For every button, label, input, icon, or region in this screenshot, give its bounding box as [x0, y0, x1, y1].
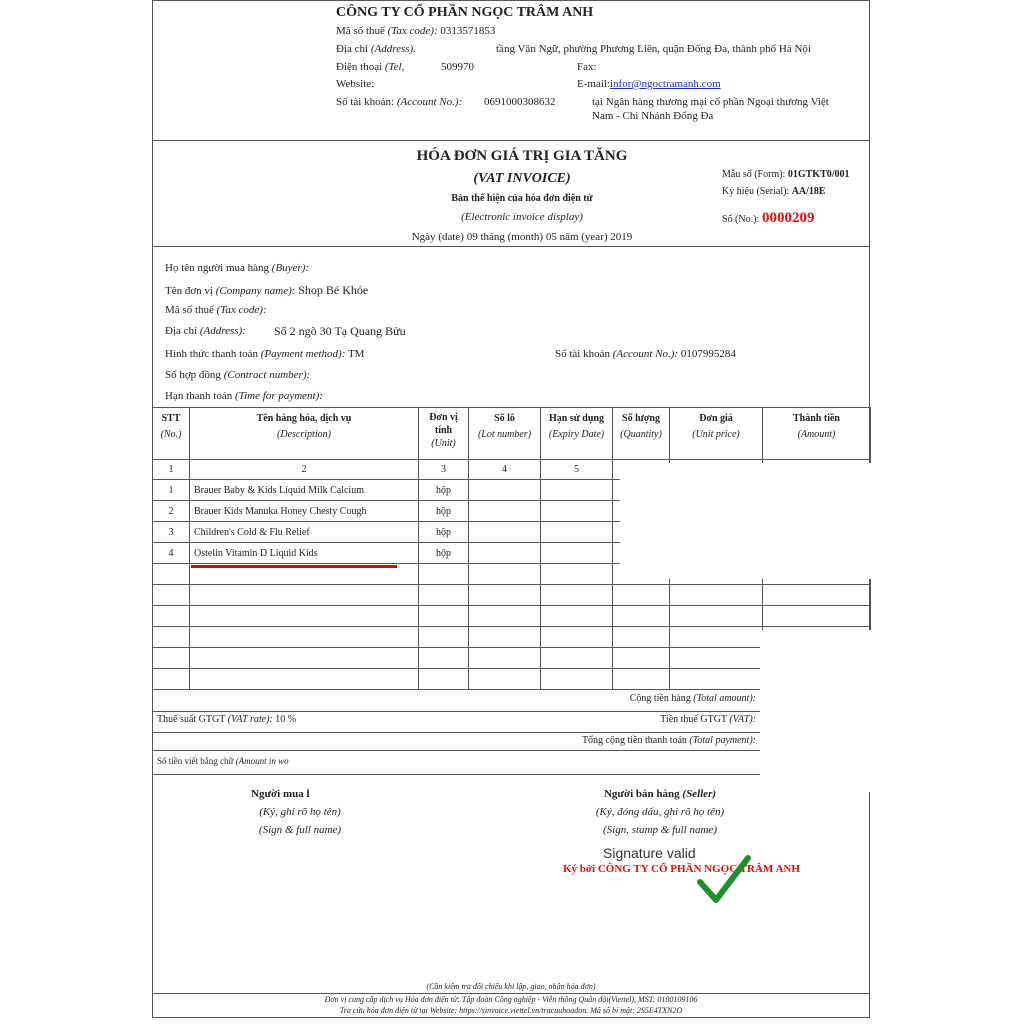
col-header-unit-price: Đơn giá (Unit price)	[670, 408, 763, 460]
seller-tax-label-en: (Tax code):	[387, 25, 438, 37]
seller-signature-title-row	[560, 788, 760, 800]
buyer-payment-row	[165, 348, 364, 360]
col-header-no: STT (No.)	[153, 408, 190, 460]
buyer-address: Số 2 ngõ 30 Tạ Quang Bửu	[274, 324, 406, 338]
row-unit: hộp	[419, 480, 469, 501]
index-cell: 4	[469, 460, 541, 480]
col-header-amount: Thành tiền (Amount)	[763, 408, 871, 460]
seller-address-label-row	[336, 43, 416, 55]
col-header-description: Tên hàng hóa, dịch vụ (Description)	[190, 408, 419, 460]
seller-signature-title: Người bán hàng	[603, 788, 680, 800]
buyer-payment-label: Hình thức thanh toán	[165, 348, 259, 360]
row-unit: hộp	[419, 501, 469, 522]
total-payment-label-en: (Total payment):	[689, 735, 756, 746]
seller-tax-label: Mã số thuế	[336, 25, 385, 37]
vat-amount-row	[560, 714, 756, 725]
total-amount-label: Cộng tiền hàng	[629, 693, 691, 704]
cell	[469, 480, 541, 501]
table-row-empty	[153, 606, 871, 627]
seller-bank-line1: tại Ngân hàng thương mại cổ phần Ngoại thương Việt	[592, 96, 829, 108]
buyer-address-label: Địa chỉ	[165, 325, 198, 337]
buyer-name-label: Họ tên người mua hàng	[165, 262, 270, 274]
check-mark-icon	[696, 852, 752, 906]
row-unit: hộp	[419, 543, 469, 564]
invoice-form: 01GTKT0/001	[787, 169, 850, 180]
invoice-subtitle: Bản thể hiện của hóa đơn điện tử	[451, 193, 593, 204]
col-header-unit: Đơn vị tính (Unit)	[419, 408, 469, 460]
invoice-form-row	[722, 169, 850, 180]
buyer-tax-label: Mã số thuế	[165, 304, 214, 316]
total-payment-label: Tổng cộng tiền thanh toán	[581, 735, 687, 746]
buyer-account-label: Số tài khoản	[555, 348, 610, 360]
vat-rate-label-en: (VAT rate):	[227, 714, 273, 725]
table-row-empty	[153, 585, 871, 606]
seller-phone: 509970	[441, 61, 474, 73]
col-header-expiry: Hạn sử dụng (Expiry Date)	[541, 408, 613, 460]
invoice-title: HÓA ĐƠN GIÁ TRỊ GIA TĂNG	[416, 148, 628, 164]
seller-email-row	[577, 78, 721, 90]
divider	[152, 732, 760, 733]
row-unit: hộp	[419, 522, 469, 543]
seller-account-label: Số tài khoản:	[336, 96, 395, 108]
footer-lookup: Tra cứu hóa đơn điện tử tại Website: https://sinvoice.viettel.vn/tracuuhoadon. Mã số bí mật: 2S5E4TXN2O	[339, 1006, 683, 1015]
buyer-due-label: Hạn thanh toán	[165, 390, 233, 402]
buyer-company: Shop Bé Khỏe	[298, 283, 369, 297]
seller-signature-sub-en: (Sign, stamp & full name)	[603, 824, 717, 836]
row-no: 1	[153, 480, 190, 501]
invoice-serial-row	[722, 186, 826, 197]
total-amount-row	[560, 693, 756, 704]
invoice-number-row	[722, 210, 814, 227]
seller-phone-row	[336, 61, 404, 73]
buyer-signature-sub-en: (Sign & full name)	[258, 824, 342, 836]
table-header-row	[153, 408, 871, 460]
invoice-title-en: (VAT INVOICE)	[473, 171, 571, 186]
row-description: Ostelin Vitamin D Liquid Kids	[190, 543, 419, 564]
seller-tax-code: 0313571853	[440, 25, 496, 37]
invoice-serial-label: Ký hiệu (Serial):	[722, 186, 790, 197]
seller-phone-label: Điện thoại	[336, 61, 383, 73]
buyer-contract-label: Số hợp đồng	[165, 369, 221, 381]
buyer-contract-row	[165, 369, 310, 381]
amount-words-row	[157, 756, 289, 766]
seller-fax-label: Fax:	[577, 61, 597, 73]
row-description: Children's Cold & Flu Relief	[190, 522, 419, 543]
buyer-name-label-en: (Buyer):	[271, 262, 310, 274]
cell	[541, 480, 613, 501]
highlight-underline	[191, 565, 397, 568]
vat-amount-label-en: (VAT):	[729, 714, 756, 725]
divider	[152, 750, 760, 751]
row-no: 3	[153, 522, 190, 543]
seller-email-link[interactable]: infor@ngoctramanh.com	[610, 78, 721, 90]
divider	[152, 774, 760, 775]
buyer-signature-sub: (Ký, ghi rõ họ tên)	[259, 806, 341, 818]
invoice-number: 0000209	[761, 210, 815, 226]
index-cell: 5	[541, 460, 613, 480]
invoice-date: Ngày (date) 09 tháng (month) 05 năm (year) 2019	[411, 231, 633, 243]
buyer-payment: TM	[347, 348, 365, 360]
amount-words-label-en: (Amount in wo	[235, 756, 289, 766]
redaction-block	[760, 630, 872, 792]
seller-address-label: Địa chỉ	[336, 43, 369, 55]
index-cell: 1	[153, 460, 190, 480]
col-header-lot: Số lô (Lot number)	[469, 408, 541, 460]
cell	[469, 522, 541, 543]
col-header-quantity: Số lượng (Quantity)	[613, 408, 670, 460]
index-cell: 2	[190, 460, 419, 480]
seller-phone-label-en: (Tel,	[384, 61, 405, 73]
vat-amount-label: Tiền thuế GTGT	[660, 714, 727, 725]
total-payment-row	[520, 735, 756, 746]
buyer-account-row	[555, 348, 736, 360]
total-amount-label-en: (Total amount):	[693, 693, 756, 704]
seller-account-no: 0691000308632	[484, 96, 556, 108]
cell	[541, 522, 613, 543]
signed-by-text: Ký bởi CÔNG TY CỔ PHẦN NGỌC TRÂM ANH	[563, 863, 800, 875]
footer-note: (Cần kiểm tra đối chiếu khi lập, giao, nhận hóa đơn)	[426, 982, 596, 991]
buyer-account-label-en: (Account No.):	[612, 348, 679, 360]
amount-words-label: Số tiền viết bằng chữ	[157, 756, 234, 766]
seller-account-label-en: (Account No.):	[396, 96, 463, 108]
cell	[469, 543, 541, 564]
vat-rate-row	[157, 714, 296, 725]
invoice-subtitle-en: (Electronic invoice display)	[461, 211, 583, 223]
seller-company-name: CÔNG TY CỔ PHẦN NGỌC TRÂM ANH	[336, 5, 594, 20]
buyer-tax-label-en: (Tax code):	[216, 304, 267, 316]
buyer-account: 0107995284	[680, 348, 736, 360]
index-cell: 3	[419, 460, 469, 480]
redaction-block	[315, 748, 530, 774]
vat-rate: 10 %	[275, 714, 297, 725]
invoice-serial: AA/18E	[791, 186, 826, 197]
divider	[152, 140, 870, 141]
redaction-block	[620, 463, 872, 579]
cell	[469, 501, 541, 522]
seller-website-label: Website:	[336, 78, 375, 90]
buyer-due-row	[165, 390, 323, 402]
divider	[152, 993, 870, 994]
buyer-address-label-row	[165, 325, 246, 337]
seller-address: tầng Văn Ngữ, phường Phương Liên, quận Đống Đa, thành phố Hà Nội	[496, 43, 811, 55]
cell	[541, 543, 613, 564]
buyer-address-label-en: (Address):	[199, 325, 246, 337]
row-no: 2	[153, 501, 190, 522]
vat-rate-label: Thuế suất GTGT	[157, 714, 226, 725]
buyer-signature-title: Người mua l	[251, 788, 310, 800]
buyer-contract-label-en: (Contract number):	[223, 369, 311, 381]
row-description: Brauer Kids Manuka Honey Chesty Cough	[190, 501, 419, 522]
buyer-payment-label-en: (Payment method):	[260, 348, 346, 360]
seller-email-label: E-mail:	[577, 78, 610, 90]
seller-address-label-en: (Address).	[370, 43, 416, 55]
seller-account-row	[336, 96, 462, 108]
buyer-due-label-en: (Time for payment):	[234, 390, 323, 402]
seller-bank-line2: Nam - Chi Nhánh Đống Đa	[592, 110, 714, 122]
signature-valid-text: Signature valid	[603, 845, 696, 861]
buyer-company-row	[165, 283, 368, 298]
cell	[541, 501, 613, 522]
invoice-form-label: Mẫu số (Form):	[722, 169, 786, 180]
buyer-company-label-en: (Company name):	[215, 285, 296, 297]
seller-signature-sub: (Ký, đóng dấu, ghi rõ họ tên)	[595, 806, 725, 818]
row-description: Brauer Baby & Kids Liquid Milk Calcium	[190, 480, 419, 501]
invoice-number-label: Số (No.):	[722, 214, 760, 225]
seller-signature-title-en: (Seller)	[682, 788, 717, 800]
buyer-company-label: Tên đơn vị	[165, 285, 213, 297]
buyer-name-row	[165, 262, 309, 274]
divider	[152, 711, 760, 712]
footer-provider: Đơn vị cung cấp dịch vụ Hóa đơn điện tử: Tập đoàn Công nghiệp - Viễn thông Quân đội(Viettel), MST: 0100109106	[324, 995, 698, 1004]
seller-tax-code-row	[336, 25, 495, 37]
buyer-tax-row	[165, 304, 267, 316]
row-no: 4	[153, 543, 190, 564]
divider	[152, 246, 870, 247]
